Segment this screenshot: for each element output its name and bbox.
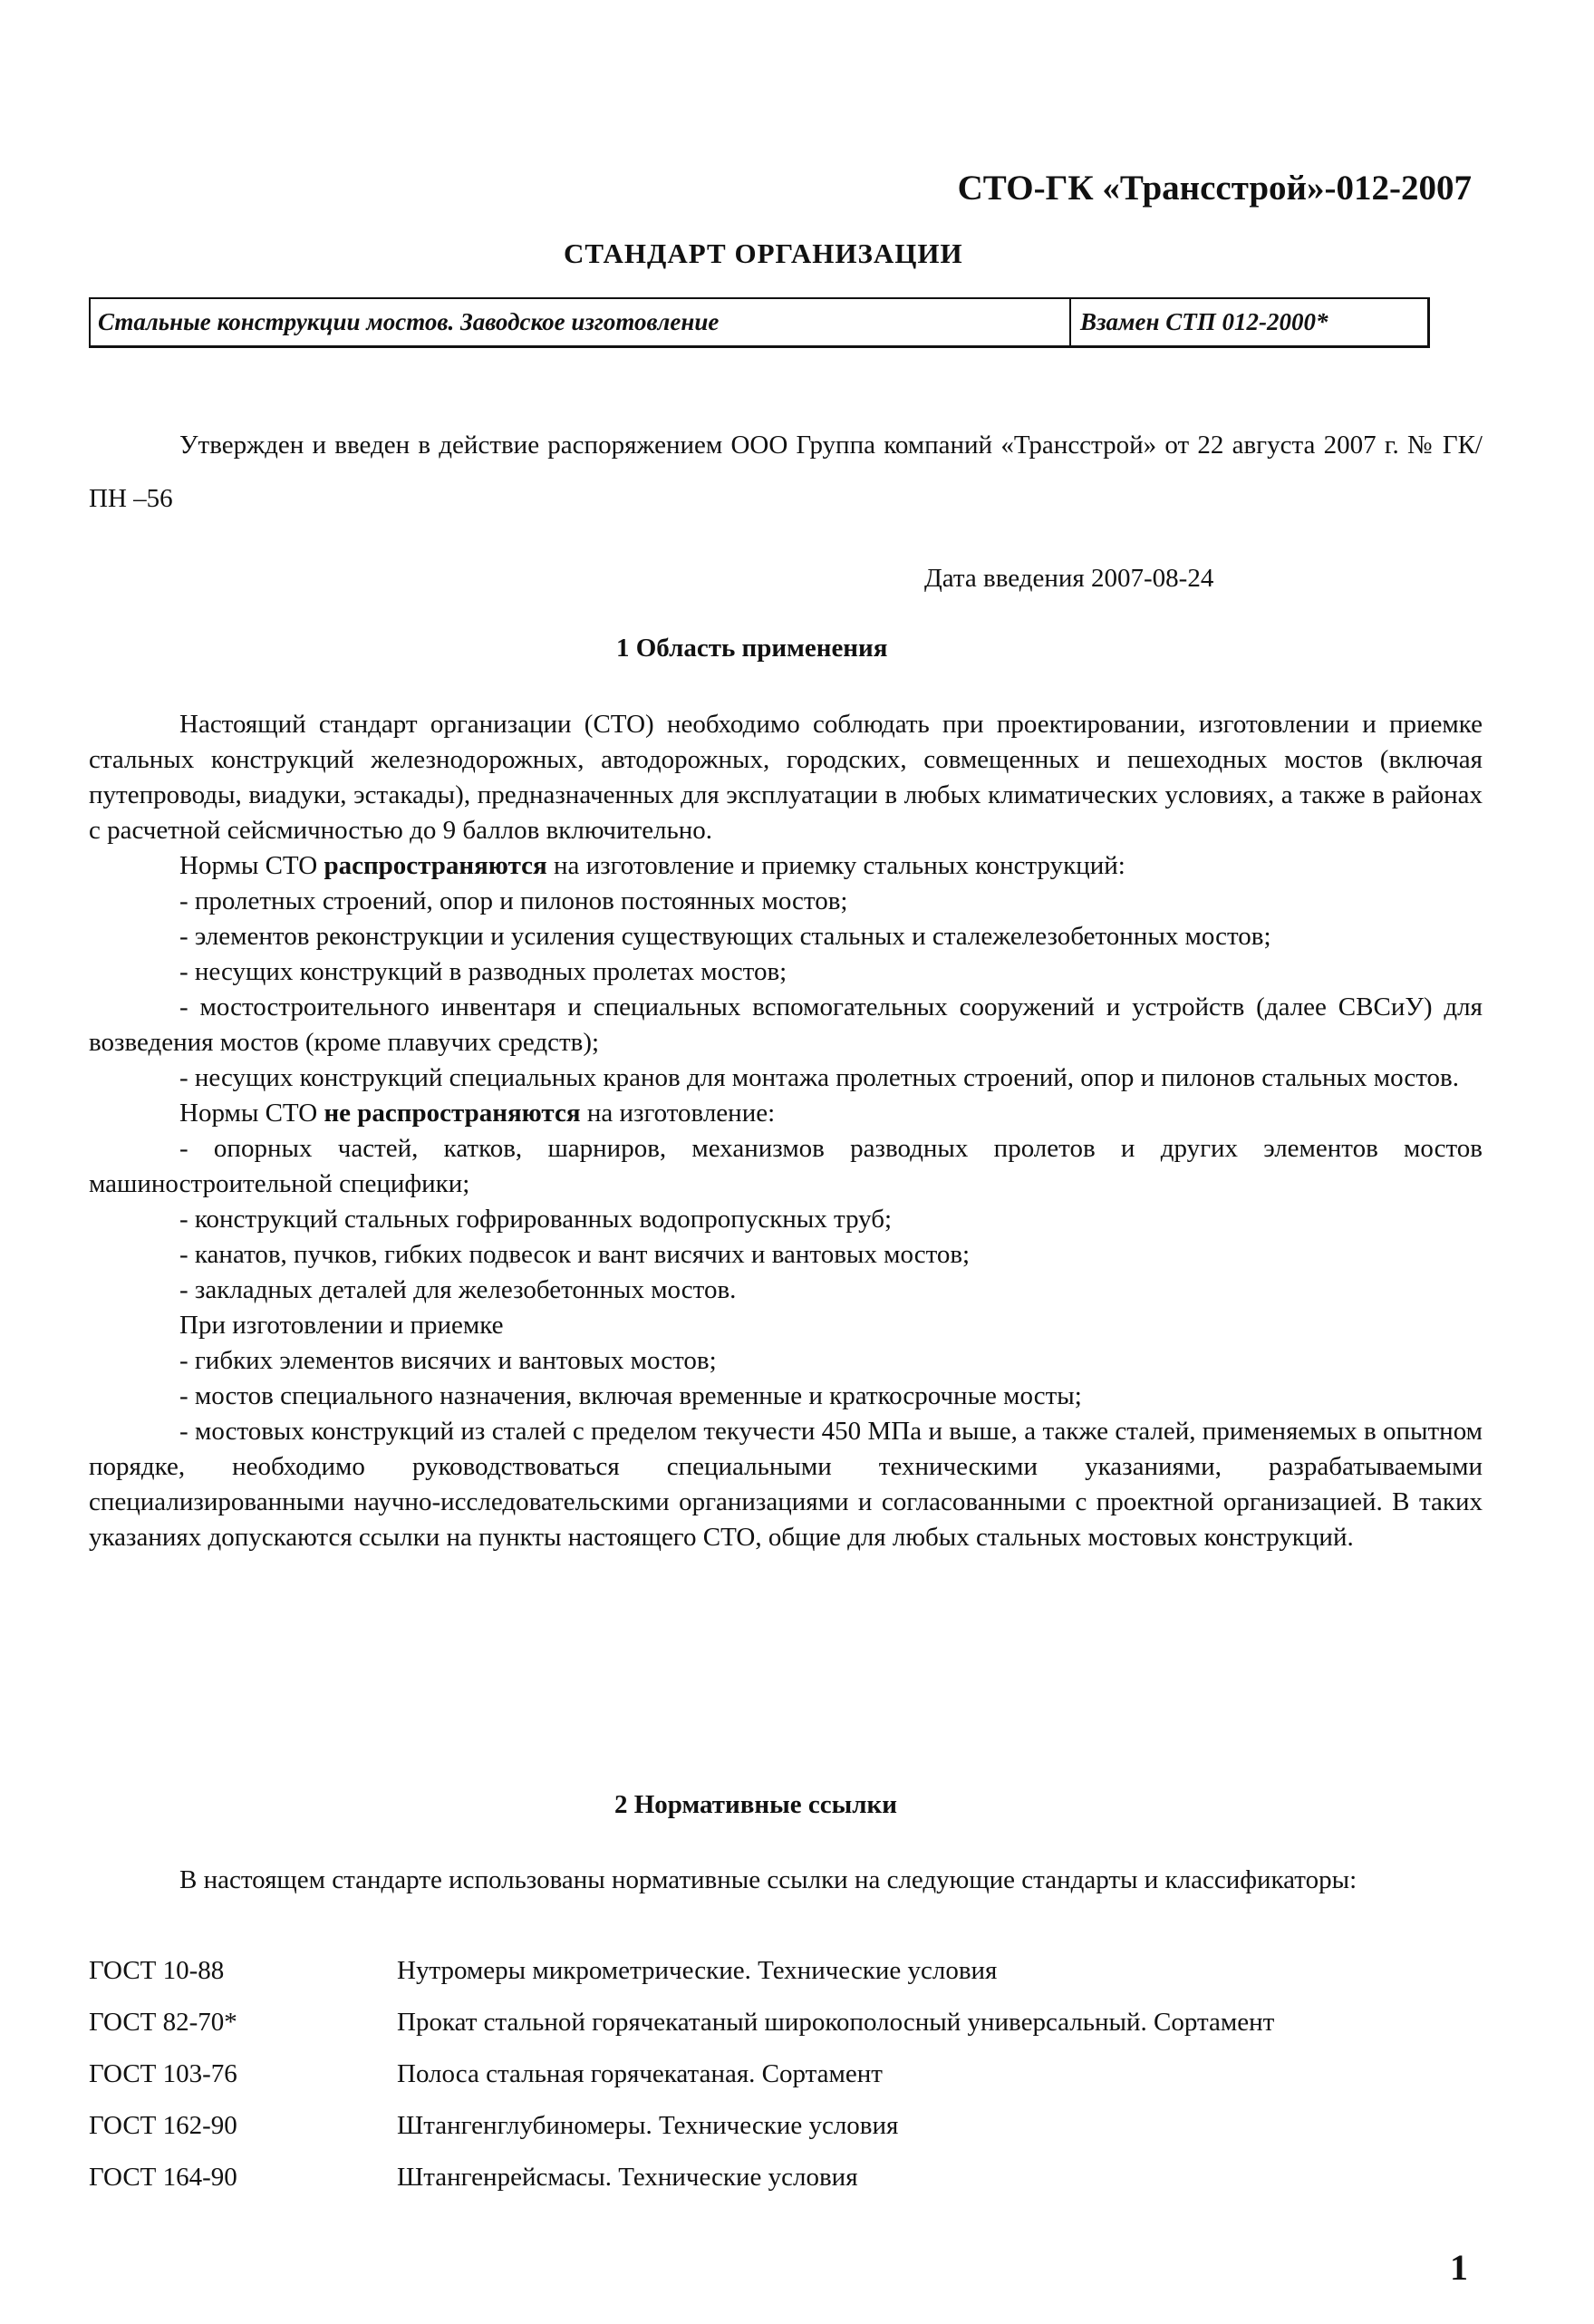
applies-item: - несущих конструкций в разводных пролетах мостов; [179,957,787,986]
not-applies-item: - опорных частей, катков, шарниров, механизмов разводных пролетов и других элементов мостов машиностроительной специфики; [89,1134,1483,1198]
special-item: - мостовых конструкций из сталей с пределом текучести 450 МПа и выше, а также сталей, применяемых в опытном порядке, необходимо руководствоваться специальными техническими указаниями, разрабатываемыми специализированными научно-исследовательскими организациями и согласованными с проектной организацией. В таких указаниях допускаются ссылки на пункты настоящего СТО, общие для любых стальных мостовых конструкций. [89,1417,1483,1552]
reference-row [89,2059,1502,2111]
special-item: - гибких элементов висячих и вантовых мостов; [179,1346,717,1375]
reference-code: ГОСТ 162-90 [89,2111,237,2140]
reference-title: Прокат стальной горячекатаный широкополосный универсальный. Сортамент [397,2008,1275,2037]
reference-code: ГОСТ 82-70* [89,2008,237,2037]
section-1-heading: 1 Область применения [616,634,888,663]
reference-row [89,2008,1502,2059]
not-applies-prefix: Нормы СТО [179,1099,324,1128]
applies-prefix: Нормы СТО [179,851,324,880]
reference-title: Полоса стальная горячекатаная. Сортамент [397,2059,883,2088]
not-applies-intro [89,1096,1483,1131]
special-item: - мостов специального назначения, включая временные и краткосрочные мосты; [179,1381,1082,1410]
reference-title: Штангенрейсмасы. Технические условия [397,2163,858,2192]
reference-code: ГОСТ 103-76 [89,2059,237,2088]
section-2-heading: 2 Нормативные ссылки [614,1790,897,1819]
section-1-body [89,707,1483,1555]
reference-title: Нутромеры микрометрические. Технические условия [397,1956,998,1985]
reference-code: ГОСТ 10-88 [89,1956,225,1985]
reference-row [89,1956,1502,2008]
replaces-note: Взамен СТП 012-2000* [1069,299,1427,345]
applies-item: - мостостроительного инвентаря и специальных вспомогательных сооружений и устройств (далее СВСиУ) для возведения мостов (кроме плавучих средств); [89,993,1483,1057]
not-applies-item: - конструкций стальных гофрированных водопропускных труб; [179,1205,893,1234]
document-code: СТО-ГК «Трансстрой»-012-2007 [957,169,1472,208]
applies-suffix: на изготовление и приемку стальных конструкций: [546,851,1125,880]
date-of-introduction: Дата введения 2007-08-24 [924,564,1214,593]
not-applies-bold: не распространяются [324,1099,581,1128]
approval-text: Утвержден и введен в действие распоряжением ООО Группа компаний «Трансстрой» от 22 августа 2007 г. № ГК/ПН –56 [89,431,1483,513]
not-applies-item: - канатов, пучков, гибких подвесок и вант висячих и вантовых мостов; [179,1240,971,1269]
applies-item: - несущих конструкций специальных кранов для монтажа пролетных строений, опор и пилонов стальных мостов. [179,1063,1459,1092]
reference-code: ГОСТ 164-90 [89,2163,237,2192]
applies-intro [89,848,1483,884]
reference-row [89,2163,1502,2214]
applies-item: - элементов реконструкции и усиления существующих стальных и сталежелезобетонных мостов; [179,922,1271,951]
reference-title: Штангенглубиномеры. Технические условия [397,2111,899,2140]
page-number: 1 [1450,2247,1468,2288]
special-intro: При изготовлении и приемке [179,1311,504,1340]
title-box [89,297,1430,348]
reference-row [89,2111,1502,2163]
applies-bold: распространяются [324,851,547,880]
not-applies-item: - закладных деталей для железобетонных мостов. [179,1275,737,1304]
not-applies-suffix: на изготовление: [580,1099,776,1128]
standard-title: Стальные конструкции мостов. Заводское изготовление [98,308,720,335]
scope-paragraph: Настоящий стандарт организации (СТО) необходимо соблюдать при проектировании, изготовлении и приемке стальных конструкций железнодорожных, автодорожных, городских, совмещенных и пешеходных мостов (включая путепроводы, виадуки, эстакады), предназначенных для эксплуатации в любых климатических условиях, а также в районах с расчетной сейсмичностью до 9 баллов включительно. [89,710,1483,845]
org-standard-title: СТАНДАРТ ОРГАНИЗАЦИИ [564,237,963,269]
section-2-intro: В настоящем стандарте использованы нормативные ссылки на следующие стандарты и классификаторы: [179,1865,1357,1894]
applies-item: - пролетных строений, опор и пилонов постоянных мостов; [179,886,848,915]
references-list [89,1956,1502,2214]
